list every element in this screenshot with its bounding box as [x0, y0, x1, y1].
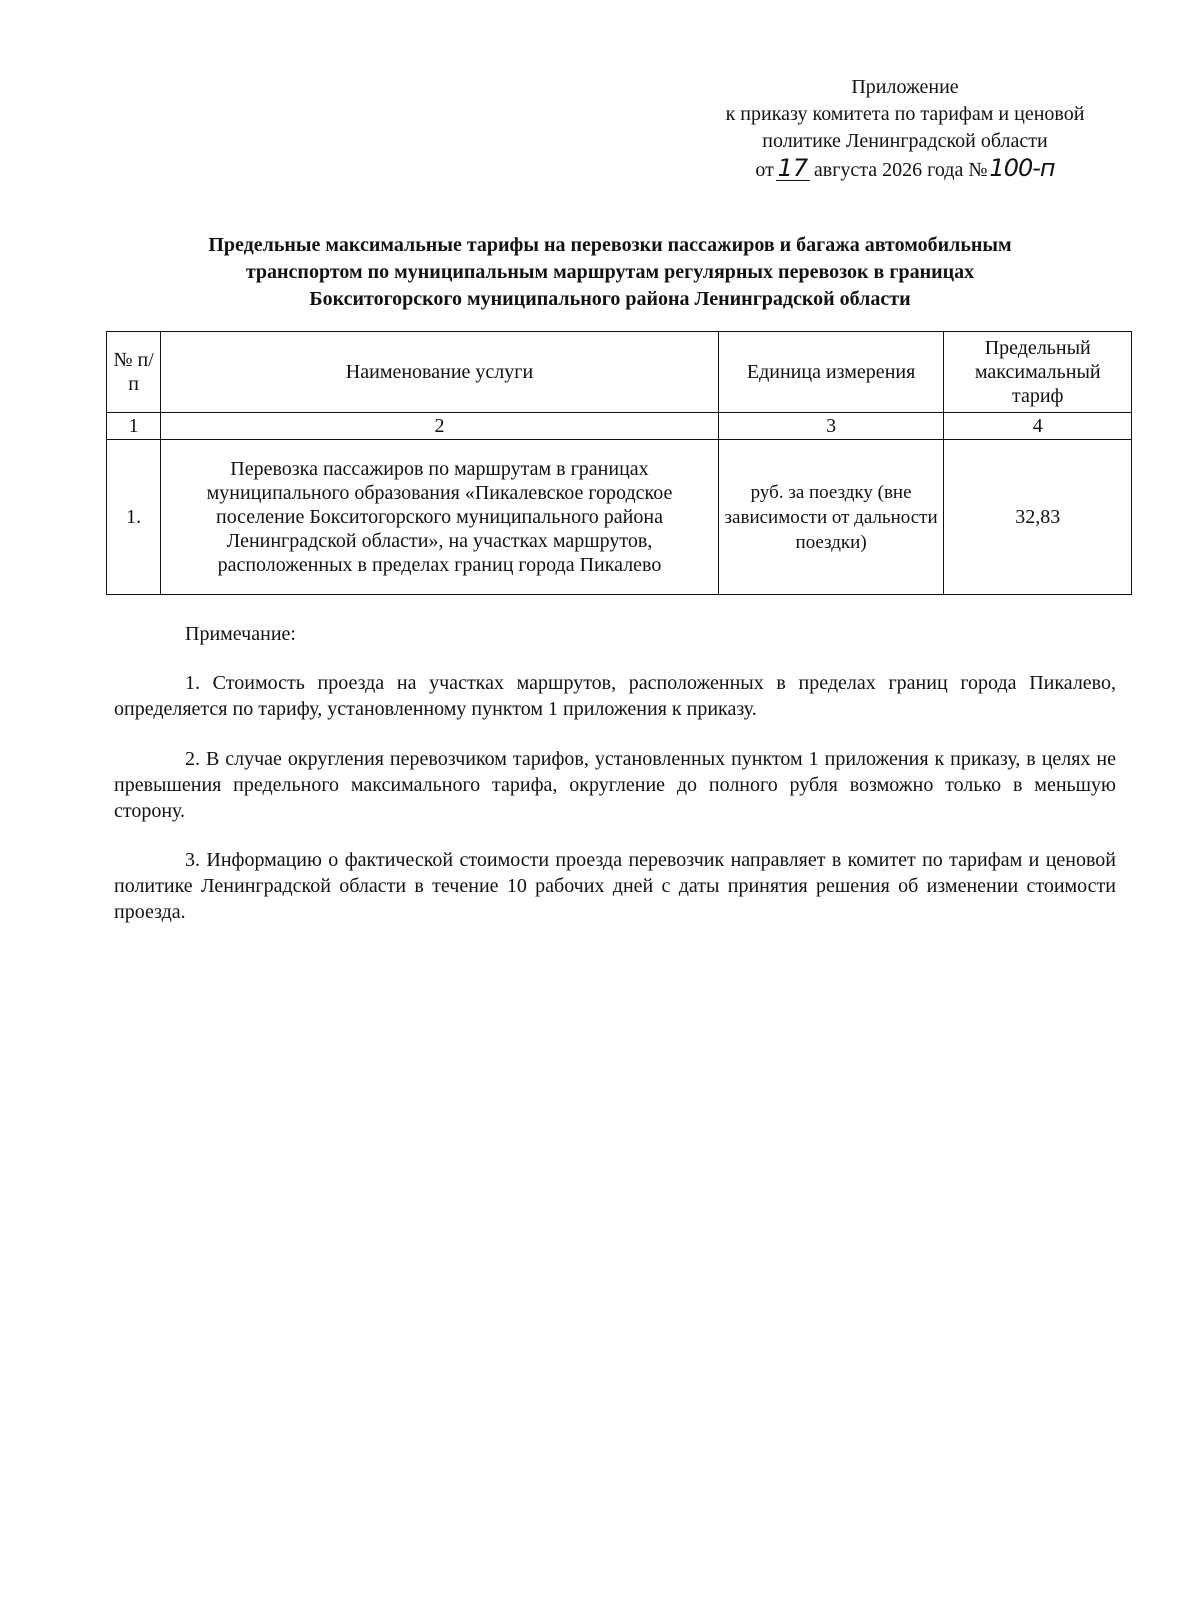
- order-reference-line: к приказу комитета по тарифам и ценовой: [725, 103, 1085, 125]
- table-header-row: [107, 332, 1132, 413]
- column-number: 3: [718, 413, 944, 440]
- order-middle-text: августа 2026 года №: [813, 159, 988, 181]
- column-number: 2: [161, 413, 718, 440]
- note-item-2: 2. В случае округления перевозчиком тарифов, установленных пунктом 1 приложения к приказу, в целях не превышения предельного максимального тарифа, округление до полного рубля возможно только в меньшую сторону.: [114, 748, 1116, 822]
- title-line-2: транспортом по муниципальным маршрутам регулярных перевозок в границах: [245, 261, 975, 283]
- document-title: [110, 232, 1110, 313]
- column-number: 1: [107, 413, 161, 440]
- appendix-header: [680, 74, 1130, 184]
- order-date-line: [680, 155, 1130, 184]
- header-number: № п/п: [107, 332, 161, 413]
- handwritten-day: 17: [777, 154, 809, 182]
- appendix-label: Приложение: [851, 76, 959, 98]
- committee-line: политике Ленинградской области: [762, 130, 1048, 152]
- note-item-1: 1. Стоимость проезда на участках маршрутов, расположенных в пределах границ города Пикалево, определяется по тарифу, установленному пунктом 1 приложения к приказу.: [114, 672, 1116, 720]
- note-item-3: 3. Информацию о фактической стоимости проезда перевозчик направляет в комитет по тарифам и ценовой политике Ленинградской области в течение 10 рабочих дней с даты принятия решения об изменении стоимости проезда.: [114, 849, 1116, 923]
- header-service-name: Наименование услуги: [161, 332, 718, 413]
- service-description: Перевозка пассажиров по маршрутам в границах муниципального образования «Пикалевское городское поселение Бокситогорского муниципального района Ленинградской области», на участках маршрутов, расположенных в пределах границ города Пикалево: [161, 440, 718, 595]
- handwritten-order-number: 100-п: [989, 154, 1055, 182]
- header-unit: Единица измерения: [718, 332, 944, 413]
- order-prefix: от: [755, 159, 774, 181]
- row-number: 1.: [107, 440, 161, 595]
- tariff-value: 32,83: [944, 440, 1132, 595]
- column-number-row: [107, 413, 1132, 440]
- unit-of-measure: руб. за поездку (вне зависимости от дальности поездки): [718, 440, 944, 595]
- title-line-3: Бокситогорского муниципального района Ленинградской области: [309, 288, 911, 310]
- notes-title: Примечание:: [185, 623, 296, 645]
- column-number: 4: [944, 413, 1132, 440]
- table-row: [107, 440, 1132, 595]
- tariff-table: [106, 331, 1132, 595]
- title-line-1: Предельные максимальные тарифы на перевозки пассажиров и багажа автомобильным: [208, 234, 1012, 256]
- header-max-tariff: Предельный максимальный тариф: [944, 332, 1132, 413]
